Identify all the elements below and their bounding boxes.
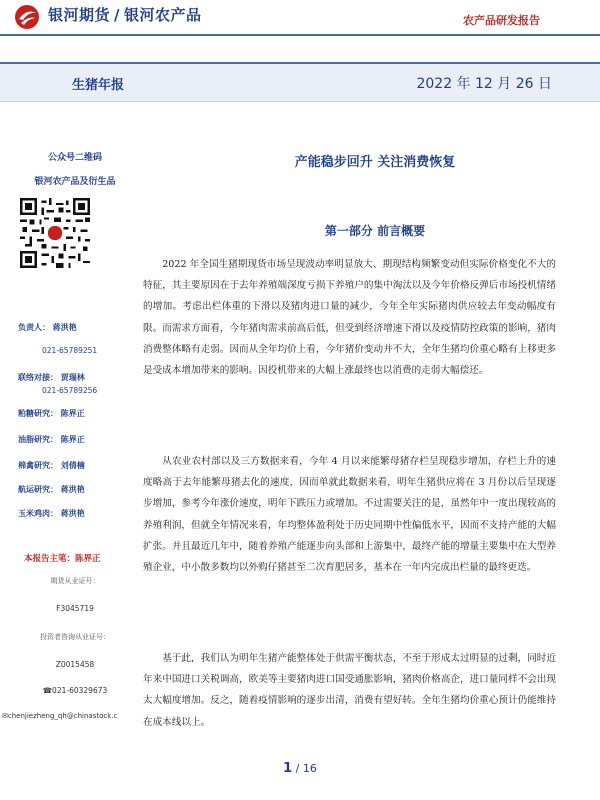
- advisor-license-label: 投资者咨询从业证号：: [40, 633, 110, 641]
- contact-lead-phone: 021-65789251: [42, 346, 98, 355]
- report-type-label: 农产品研发报告: [463, 14, 540, 27]
- page-current: 1: [283, 761, 293, 776]
- email-address[interactable]: ✉chenjiezheng_qh@chinastock.c: [2, 712, 118, 720]
- brand-separator: /: [114, 6, 120, 24]
- researcher-row: 粕糖研究： 陈界正: [18, 408, 85, 418]
- galaxy-logo-icon: [14, 4, 40, 30]
- researcher-row: 航运研究： 蒋洪艳: [18, 484, 85, 494]
- phone-number: ☎021-60329673: [42, 686, 108, 695]
- researcher-row: 油脂研究： 陈界正: [18, 434, 85, 444]
- chief-author: 本报告主笔：陈界正: [24, 554, 101, 564]
- page-separator: /: [295, 762, 300, 775]
- brand-futures: 银河期货: [48, 6, 111, 24]
- header-divider: [0, 34, 600, 36]
- contact-liaison: 联络对接： 贾瑞林: [18, 372, 85, 382]
- paragraph-supply: 从农业农村部以及三方数据来看，今年 4 月以来能繁母猪存栏呈现稳步增加，存栏上升的速度略高于去年能繁母猪去化的速度，因而单就此数据来看，明年生猪供应将在 3 月份以后呈现逐步增加，参考今年涨价速度，明年下跌压力或增加。不过需要关注的是，虽然年中一度出现较高的养殖利润，但就全年情况来看，年均整体盈利处于历史同期中性偏低水平，因而不支持产能的大幅扩张。并且最近几年中，随着养殖产能逐步向头部和上游集中，最终产能的增量主要集中在大型养殖企业，中小散多数均以外购仔猪甚至二次育肥居多，基本在一年内完成出栏量的最终更迭。: [143, 456, 556, 574]
- report-category: 生猪年报: [72, 78, 125, 93]
- brand-title: [48, 4, 202, 25]
- researcher-row: 棉禽研究： 刘倩楠: [18, 460, 85, 470]
- report-date: 2022 年 12 月 26 日: [416, 76, 552, 92]
- contact-lead: 负责人： 蒋洪艳: [18, 322, 77, 332]
- brand-agri: 银河农产品: [124, 6, 202, 24]
- report-title: 产能稳步回升 关注消费恢复: [294, 155, 456, 170]
- page-number: [0, 761, 600, 776]
- contact-liaison-phone: 021-65789256: [42, 386, 98, 395]
- page-total: 16: [302, 762, 317, 775]
- contact-liaison-name: 贾瑞林: [60, 372, 85, 382]
- paragraph-outlook: 基于此，我们认为明年生猪产能整体处于供需平衡状态，不至于形成太过明显的过剩，同时近年来中国进口关税调高，欧美等主要猪肉进口国受通胀影响，猪肉价格高企，进口量同样不会出现太大幅度增加。反之，随着疫情影响的逐步出清，消费有望好转。全年生猪均价重心预计仍能维持在成本线以上。: [143, 653, 556, 728]
- contact-lead-name: 蒋洪艳: [52, 322, 77, 332]
- qr-code[interactable]: [20, 198, 90, 268]
- researcher-row: 玉米鸡肉： 蒋洪艳: [18, 508, 85, 518]
- license-label: 期货从业证号：: [50, 577, 100, 585]
- qr-caption-subtitle: 银河农产品及衍生品: [34, 177, 116, 187]
- license-code: F3045719: [56, 604, 94, 613]
- qr-caption-title: 公众号二维码: [47, 153, 102, 163]
- section-title: 第一部分 前言概要: [324, 224, 426, 238]
- advisor-license-code: Z0015458: [55, 660, 95, 669]
- page-header: [0, 0, 600, 44]
- paragraph-intro: 2022 年全国生猪期现货市场呈现波动率明显放大、期现结构频繁变动但实际价格变化不大的特征，其主要原因在于去年养殖端深度亏损下养殖户的集中淘汰以及今年价格反弹后市场投机情绪的增加。考虑出栏体重的下滑以及猪肉进口量的减少，今年全年实际猪肉供应较去年变动幅度有限。而需求方面看，今年猪肉需求前高后低，但受到经济增速下滑以及疫情防控政策的影响，猪肉消费整体略有走弱。因而从全年均价上看，今年猪价变动并不大，全年生猪均价重心略有上移更多是受成本增加带来的影响。因投机带来的大幅上涨最终也以消费的走弱大幅偿还。: [143, 259, 556, 377]
